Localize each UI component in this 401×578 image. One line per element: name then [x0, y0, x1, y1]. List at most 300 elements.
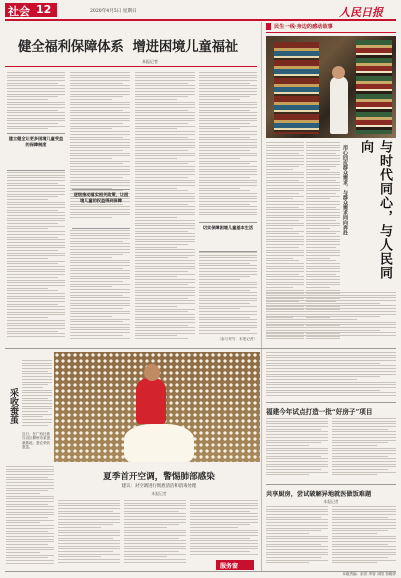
text-line — [306, 258, 330, 259]
column-tag-bar — [266, 22, 396, 33]
text-line — [7, 239, 65, 240]
text-line — [7, 285, 65, 286]
text-line — [7, 110, 58, 111]
text-line — [135, 94, 195, 95]
person-figure — [330, 76, 348, 134]
text-line — [199, 158, 240, 159]
text-line — [190, 508, 258, 509]
hvac-headline: 夏季首开空调，警惕肺部感染 — [103, 472, 215, 482]
text-line — [7, 115, 65, 116]
text-line — [266, 557, 321, 558]
text-line — [70, 265, 130, 266]
text-line — [190, 540, 258, 541]
text-line — [58, 532, 120, 533]
text-line — [199, 190, 250, 191]
text-line — [199, 308, 240, 309]
sharing-column-1 — [266, 506, 328, 566]
text-line — [124, 551, 179, 552]
text-line — [266, 284, 304, 285]
text-line — [135, 201, 195, 202]
text-line — [199, 255, 257, 256]
main-column-4 — [199, 72, 257, 220]
text-line — [190, 538, 250, 539]
text-line — [190, 513, 258, 514]
text-line — [135, 225, 195, 226]
text-line — [199, 209, 257, 210]
text-line — [70, 230, 130, 231]
text-line — [135, 131, 195, 132]
text-line — [22, 416, 43, 417]
text-line — [22, 414, 52, 415]
text-line — [124, 505, 186, 506]
text-line — [199, 134, 257, 135]
text-line — [70, 83, 123, 84]
bookshelf — [274, 42, 319, 134]
text-line — [135, 217, 177, 218]
text-line — [6, 477, 48, 478]
text-line — [58, 551, 113, 552]
hvac-subhead: 建议：对空调进行彻底清洁和消毒处理 — [121, 484, 197, 489]
text-line — [70, 284, 130, 285]
text-line — [332, 464, 396, 465]
text-line — [266, 308, 396, 309]
text-line — [266, 442, 321, 443]
text-line — [266, 549, 328, 550]
text-line — [6, 514, 54, 515]
text-line — [266, 453, 328, 454]
text-line — [199, 319, 257, 320]
text-line — [190, 516, 258, 517]
feature-subhead: 用心回应群众需求、与群众需求同向奔赴 — [342, 145, 348, 235]
text-line — [306, 284, 340, 285]
text-line — [58, 503, 120, 504]
sharing-rule — [266, 484, 396, 485]
text-line — [70, 137, 123, 138]
text-line — [70, 155, 130, 156]
text-line — [135, 102, 195, 103]
column-tag-text: 民生一线·身边的感动故事 — [274, 24, 333, 30]
text-line — [306, 268, 340, 269]
text-line — [22, 403, 52, 404]
text-line — [135, 223, 195, 224]
text-line — [22, 392, 52, 393]
text-line — [199, 196, 257, 197]
text-line — [306, 198, 330, 199]
text-line — [135, 169, 195, 170]
text-line — [199, 142, 257, 143]
text-line — [266, 514, 328, 515]
text-line — [6, 522, 40, 523]
text-line — [306, 287, 330, 288]
text-line — [70, 308, 123, 309]
text-line — [266, 445, 309, 446]
text-line — [7, 271, 65, 272]
text-line — [199, 112, 257, 113]
text-line — [332, 474, 377, 475]
text-line — [266, 201, 304, 202]
text-line — [190, 546, 258, 547]
text-line — [58, 519, 120, 520]
text-line — [135, 306, 177, 307]
text-line — [266, 324, 396, 325]
text-line — [7, 218, 65, 219]
sharing-headline: 共享厨房，尝试破解异地就医做饭难题 — [266, 491, 372, 498]
text-line — [306, 150, 340, 151]
text-line — [22, 419, 52, 420]
text-line — [70, 112, 130, 113]
main-column-3 — [135, 72, 195, 342]
text-line — [266, 182, 304, 183]
text-line — [58, 548, 120, 549]
text-line — [199, 325, 257, 326]
text-line — [266, 562, 309, 563]
text-line — [199, 107, 257, 108]
text-line — [58, 530, 120, 531]
text-line — [7, 91, 65, 92]
text-line — [266, 440, 328, 441]
text-line — [332, 456, 388, 457]
text-line — [266, 297, 396, 298]
text-line — [199, 91, 257, 92]
text-line — [266, 554, 328, 555]
text-line — [70, 169, 130, 170]
text-line — [7, 175, 65, 176]
text-line — [70, 147, 130, 148]
text-line — [135, 268, 195, 269]
text-line — [266, 263, 304, 264]
text-line — [332, 458, 396, 459]
text-line — [135, 110, 188, 111]
text-line — [135, 128, 177, 129]
text-line — [306, 244, 340, 245]
text-line — [7, 128, 48, 129]
text-line — [199, 303, 250, 304]
text-line — [332, 450, 396, 451]
text-line — [135, 300, 195, 301]
text-line — [332, 418, 396, 419]
text-line — [190, 535, 258, 536]
text-line — [135, 180, 195, 181]
text-line — [266, 327, 396, 328]
text-line — [7, 123, 58, 124]
text-line — [22, 395, 52, 396]
text-line — [266, 311, 396, 312]
text-line — [199, 263, 250, 264]
text-line — [266, 541, 328, 542]
text-line — [7, 245, 65, 246]
text-line — [306, 228, 330, 229]
text-line — [190, 543, 258, 544]
text-line — [306, 196, 340, 197]
text-line — [199, 128, 240, 129]
text-line — [306, 166, 336, 167]
text-line — [199, 257, 257, 258]
text-line — [190, 503, 258, 504]
text-line — [266, 335, 396, 336]
text-line — [7, 194, 65, 195]
text-line — [70, 139, 130, 140]
text-line — [58, 562, 120, 563]
column-tag-marker — [266, 23, 271, 30]
text-line — [306, 282, 340, 283]
text-line — [70, 276, 130, 277]
text-line — [135, 276, 177, 277]
text-line — [70, 238, 130, 239]
text-line — [135, 257, 188, 258]
text-line — [199, 284, 257, 285]
text-line — [124, 519, 186, 520]
text-line — [266, 368, 396, 369]
text-line — [7, 269, 65, 270]
text-line — [58, 508, 120, 509]
text-line — [190, 511, 250, 512]
text-line — [266, 287, 293, 288]
text-line — [135, 311, 188, 312]
text-line — [190, 530, 258, 531]
text-line — [6, 479, 54, 480]
text-line — [22, 384, 48, 385]
text-line — [7, 331, 58, 332]
text-line — [22, 373, 52, 374]
text-line — [135, 330, 195, 331]
text-line — [22, 379, 52, 380]
text-line — [199, 110, 250, 111]
text-line — [135, 161, 195, 162]
text-line — [306, 164, 340, 165]
text-line — [135, 83, 188, 84]
text-line — [199, 85, 257, 86]
text-line — [135, 153, 195, 154]
text-line — [266, 180, 299, 181]
text-line — [135, 252, 195, 253]
text-line — [124, 530, 186, 531]
text-line — [70, 75, 130, 76]
text-line — [70, 118, 130, 119]
pilot-headline: 福建今年试点打造一批“好房子”项目 — [266, 408, 373, 416]
text-line — [7, 320, 65, 321]
text-line — [7, 75, 65, 76]
text-line — [135, 317, 195, 318]
text-line — [332, 466, 396, 467]
text-line — [7, 274, 65, 275]
text-line — [266, 164, 304, 165]
text-line — [58, 524, 113, 525]
text-line — [135, 249, 195, 250]
text-line — [306, 215, 340, 216]
text-line — [7, 172, 65, 173]
text-line — [7, 247, 65, 248]
text-line — [135, 247, 177, 248]
text-line — [6, 466, 54, 467]
feature-photo — [266, 36, 396, 138]
text-line — [332, 448, 396, 449]
text-line — [7, 199, 48, 200]
text-line — [199, 147, 257, 148]
text-line — [266, 279, 304, 280]
text-line — [266, 255, 304, 256]
text-line — [199, 115, 257, 116]
text-line — [135, 290, 195, 291]
text-line — [135, 177, 188, 178]
text-line — [135, 309, 195, 310]
text-line — [266, 155, 304, 156]
hvac-tag-text: 服务窗 — [220, 563, 239, 570]
text-line — [266, 365, 396, 366]
text-line — [135, 303, 195, 304]
text-line — [266, 546, 328, 547]
text-line — [135, 88, 195, 89]
text-line — [306, 147, 340, 148]
text-line — [199, 72, 257, 73]
text-line — [70, 297, 130, 298]
text-line — [124, 508, 186, 509]
text-line — [135, 214, 195, 215]
text-line — [306, 169, 330, 170]
section-rule — [5, 348, 396, 349]
text-line — [70, 180, 130, 181]
text-line — [124, 527, 167, 528]
text-line — [6, 498, 54, 499]
text-line — [6, 512, 54, 513]
text-line — [306, 193, 336, 194]
page-number: 12 — [36, 3, 52, 16]
text-line — [199, 161, 257, 162]
text-line — [199, 330, 250, 331]
text-line — [22, 411, 48, 412]
text-line — [124, 543, 186, 544]
text-line — [306, 252, 340, 253]
text-line — [58, 559, 120, 560]
text-line — [7, 80, 65, 81]
feature-column-3 — [266, 292, 396, 340]
text-line — [124, 548, 186, 549]
text-line — [135, 104, 195, 105]
text-line — [7, 185, 65, 186]
text-line — [190, 505, 258, 506]
text-line — [124, 535, 186, 536]
text-line — [135, 145, 195, 146]
text-line — [7, 328, 65, 329]
text-line — [70, 174, 130, 175]
text-line — [266, 528, 328, 529]
text-line — [6, 469, 54, 470]
text-line — [266, 511, 328, 512]
text-line — [266, 357, 396, 358]
text-line — [70, 126, 130, 127]
text-line — [124, 538, 179, 539]
text-line — [135, 319, 195, 320]
text-line — [266, 172, 304, 173]
text-line — [199, 185, 257, 186]
text-line — [70, 241, 123, 242]
text-line — [70, 278, 130, 279]
text-line — [7, 282, 65, 283]
text-line — [135, 120, 195, 121]
text-line — [199, 150, 250, 151]
text-line — [7, 333, 65, 334]
text-line — [135, 150, 188, 151]
text-line — [266, 252, 304, 253]
text-line — [332, 522, 396, 523]
text-line — [199, 276, 250, 277]
text-line — [7, 304, 58, 305]
text-line — [135, 295, 195, 296]
text-line — [135, 228, 195, 229]
text-line — [6, 471, 54, 472]
text-line — [7, 290, 58, 291]
text-line — [306, 174, 340, 175]
text-line — [70, 246, 130, 247]
text-line — [332, 426, 396, 427]
text-line — [266, 536, 328, 537]
text-line — [266, 509, 328, 510]
text-line — [7, 298, 65, 299]
text-line — [199, 169, 257, 170]
text-line — [306, 279, 340, 280]
text-line — [135, 126, 195, 127]
main-column-4b — [199, 252, 257, 338]
text-line — [332, 557, 388, 558]
text-line — [266, 519, 328, 520]
text-line — [199, 292, 257, 293]
text-line — [332, 525, 396, 526]
text-line — [7, 118, 65, 119]
text-line — [199, 212, 257, 213]
text-line — [135, 244, 188, 245]
text-line — [124, 500, 186, 501]
text-line — [199, 88, 257, 89]
text-line — [70, 311, 130, 312]
text-line — [7, 234, 65, 235]
text-line — [332, 434, 396, 435]
text-line — [22, 422, 52, 423]
text-line — [199, 295, 257, 296]
text-line — [306, 241, 340, 242]
text-line — [135, 75, 195, 76]
text-line — [306, 220, 336, 221]
text-line — [124, 503, 186, 504]
text-line — [266, 292, 396, 293]
text-line — [266, 223, 304, 224]
text-line — [266, 533, 309, 534]
text-line — [70, 171, 130, 172]
main-subhead-3: 切实保障困境儿童基本生活 — [199, 222, 257, 252]
farmer-head — [144, 364, 160, 381]
text-line — [199, 174, 257, 175]
text-line — [266, 158, 304, 159]
text-line — [266, 429, 321, 430]
text-line — [124, 554, 186, 555]
text-line — [266, 247, 299, 248]
text-line — [266, 525, 328, 526]
text-line — [135, 85, 195, 86]
text-line — [199, 182, 257, 183]
text-line — [124, 513, 186, 514]
text-line — [332, 453, 396, 454]
text-line — [135, 266, 195, 267]
text-line — [7, 323, 65, 324]
text-line — [7, 280, 65, 281]
text-line — [135, 292, 195, 293]
text-line — [306, 190, 340, 191]
text-line — [199, 198, 257, 199]
text-line — [266, 177, 304, 178]
text-line — [7, 226, 65, 227]
hvac-byline: 本报记者 — [151, 491, 167, 496]
text-line — [7, 102, 65, 103]
text-line — [266, 271, 304, 272]
text-line — [7, 223, 58, 224]
